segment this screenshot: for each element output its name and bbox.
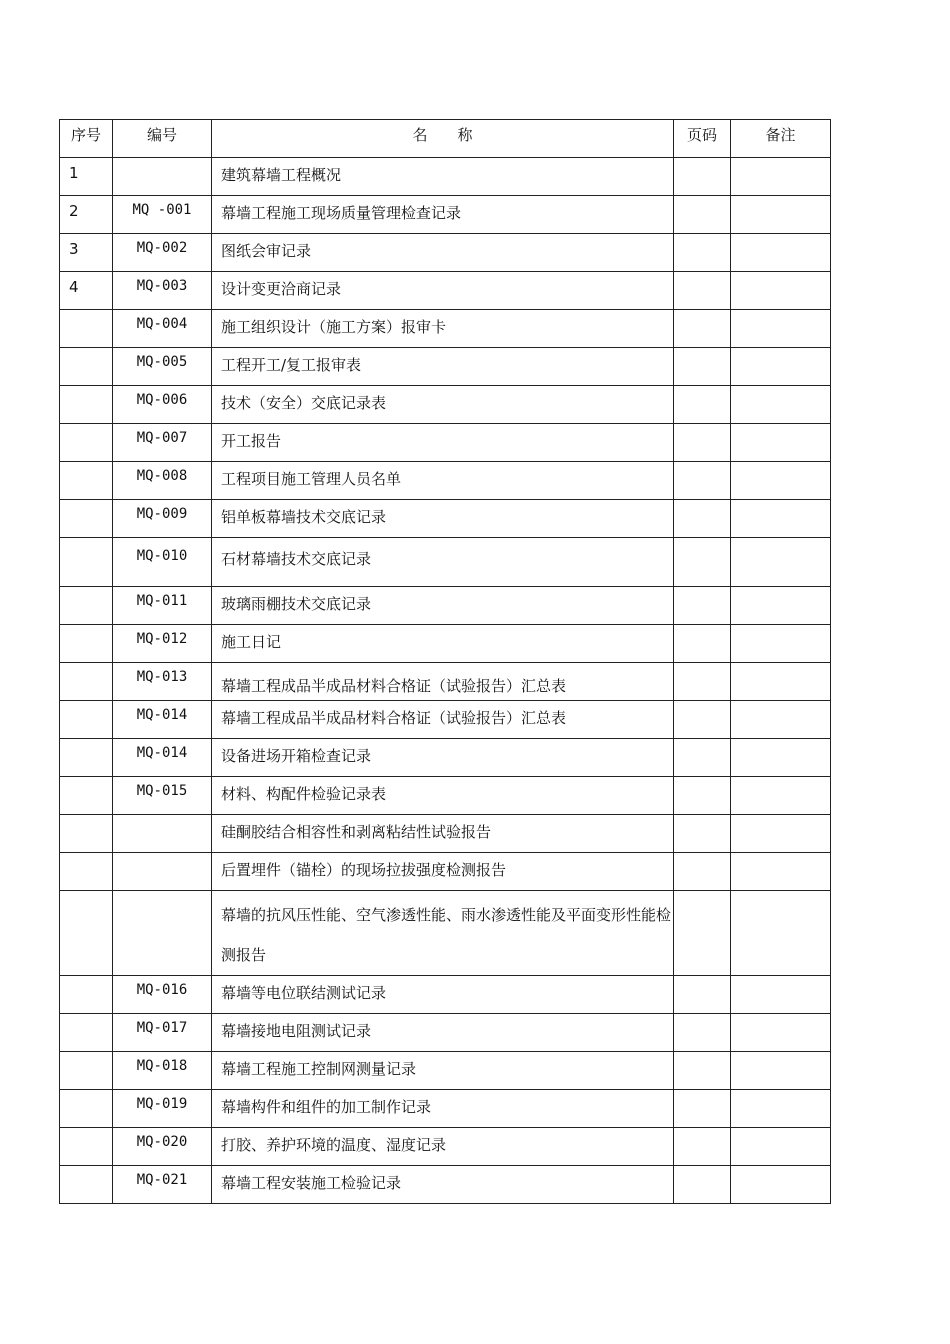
row-code bbox=[113, 158, 212, 196]
row-code: MQ-012 bbox=[113, 625, 212, 663]
row-name: 材料、构配件检验记录表 bbox=[212, 777, 674, 815]
row-code bbox=[113, 891, 212, 976]
row-seq bbox=[60, 1090, 113, 1128]
row-seq: 3 bbox=[60, 234, 113, 272]
row-name: 幕墙工程成品半成品材料合格证（试验报告）汇总表 bbox=[212, 701, 674, 739]
row-name: 建筑幕墙工程概况 bbox=[212, 158, 674, 196]
row-page bbox=[674, 272, 731, 310]
row-note bbox=[731, 1166, 831, 1204]
header-code: 编号 bbox=[113, 120, 212, 158]
row-code: MQ-008 bbox=[113, 462, 212, 500]
table-row bbox=[60, 701, 831, 739]
row-note bbox=[731, 1052, 831, 1090]
row-name: 施工日记 bbox=[212, 625, 674, 663]
row-code: MQ-020 bbox=[113, 1128, 212, 1166]
row-seq bbox=[60, 424, 113, 462]
row-seq: 2 bbox=[60, 196, 113, 234]
row-note bbox=[731, 853, 831, 891]
row-page bbox=[674, 663, 731, 701]
row-page bbox=[674, 158, 731, 196]
row-name: 石材幕墙技术交底记录 bbox=[212, 538, 674, 587]
table-row bbox=[60, 663, 831, 701]
row-note bbox=[731, 625, 831, 663]
row-page bbox=[674, 1128, 731, 1166]
row-page bbox=[674, 310, 731, 348]
row-seq bbox=[60, 1014, 113, 1052]
table-row bbox=[60, 1128, 831, 1166]
table-row bbox=[60, 158, 831, 196]
row-name: 幕墙等电位联结测试记录 bbox=[212, 976, 674, 1014]
row-code: MQ-014 bbox=[113, 739, 212, 777]
table-row bbox=[60, 777, 831, 815]
row-name: 后置埋件（锚栓）的现场拉拔强度检测报告 bbox=[212, 853, 674, 891]
table-row bbox=[60, 310, 831, 348]
row-code: MQ-014 bbox=[113, 701, 212, 739]
row-code: MQ-021 bbox=[113, 1166, 212, 1204]
table-row bbox=[60, 500, 831, 538]
row-note bbox=[731, 1128, 831, 1166]
header-seq: 序号 bbox=[60, 120, 113, 158]
row-page bbox=[674, 1166, 731, 1204]
row-seq bbox=[60, 663, 113, 701]
row-note bbox=[731, 234, 831, 272]
table-row bbox=[60, 1090, 831, 1128]
row-note bbox=[731, 386, 831, 424]
row-name: 硅酮胶结合相容性和剥离粘结性试验报告 bbox=[212, 815, 674, 853]
row-seq bbox=[60, 538, 113, 587]
row-code: MQ-004 bbox=[113, 310, 212, 348]
row-name: 工程开工/复工报审表 bbox=[212, 348, 674, 386]
row-note bbox=[731, 424, 831, 462]
row-code: MQ-005 bbox=[113, 348, 212, 386]
row-page bbox=[674, 462, 731, 500]
row-note bbox=[731, 158, 831, 196]
row-page bbox=[674, 234, 731, 272]
row-note bbox=[731, 1014, 831, 1052]
row-seq bbox=[60, 777, 113, 815]
row-note bbox=[731, 739, 831, 777]
row-page bbox=[674, 386, 731, 424]
row-seq bbox=[60, 500, 113, 538]
table-row bbox=[60, 815, 831, 853]
row-page bbox=[674, 853, 731, 891]
row-note bbox=[731, 538, 831, 587]
header-name: 名 称 bbox=[212, 120, 674, 158]
row-page bbox=[674, 701, 731, 739]
table-row bbox=[60, 462, 831, 500]
row-seq bbox=[60, 891, 113, 976]
row-code: MQ-015 bbox=[113, 777, 212, 815]
row-name: 开工报告 bbox=[212, 424, 674, 462]
row-code: MQ-003 bbox=[113, 272, 212, 310]
row-page bbox=[674, 1014, 731, 1052]
row-note bbox=[731, 500, 831, 538]
row-code bbox=[113, 815, 212, 853]
header-note: 备注 bbox=[731, 120, 831, 158]
table-row bbox=[60, 348, 831, 386]
table-header-row bbox=[60, 120, 831, 158]
row-seq bbox=[60, 739, 113, 777]
row-seq bbox=[60, 462, 113, 500]
row-code: MQ-017 bbox=[113, 1014, 212, 1052]
table-row bbox=[60, 196, 831, 234]
row-note bbox=[731, 196, 831, 234]
table-row bbox=[60, 1014, 831, 1052]
table-row bbox=[60, 1166, 831, 1204]
row-note bbox=[731, 348, 831, 386]
row-seq bbox=[60, 587, 113, 625]
table-row bbox=[60, 424, 831, 462]
row-seq bbox=[60, 815, 113, 853]
row-note bbox=[731, 891, 831, 976]
row-page bbox=[674, 424, 731, 462]
row-page bbox=[674, 891, 731, 976]
row-page bbox=[674, 500, 731, 538]
row-page bbox=[674, 815, 731, 853]
row-seq bbox=[60, 1128, 113, 1166]
row-seq bbox=[60, 853, 113, 891]
row-code: MQ-006 bbox=[113, 386, 212, 424]
row-note bbox=[731, 777, 831, 815]
row-page bbox=[674, 348, 731, 386]
table-row bbox=[60, 853, 831, 891]
row-name: 设计变更洽商记录 bbox=[212, 272, 674, 310]
row-seq bbox=[60, 976, 113, 1014]
row-note bbox=[731, 1090, 831, 1128]
header-page: 页码 bbox=[674, 120, 731, 158]
row-seq bbox=[60, 348, 113, 386]
row-note bbox=[731, 663, 831, 701]
row-code: MQ-007 bbox=[113, 424, 212, 462]
row-page bbox=[674, 538, 731, 587]
table-row bbox=[60, 272, 831, 310]
table-row bbox=[60, 739, 831, 777]
row-seq: 4 bbox=[60, 272, 113, 310]
row-page bbox=[674, 976, 731, 1014]
row-code: MQ-019 bbox=[113, 1090, 212, 1128]
table-row bbox=[60, 1052, 831, 1090]
row-code bbox=[113, 853, 212, 891]
row-name: 工程项目施工管理人员名单 bbox=[212, 462, 674, 500]
table-row bbox=[60, 625, 831, 663]
row-code: MQ-018 bbox=[113, 1052, 212, 1090]
row-note bbox=[731, 815, 831, 853]
row-seq bbox=[60, 1052, 113, 1090]
table-row bbox=[60, 587, 831, 625]
row-page bbox=[674, 196, 731, 234]
row-code: MQ-010 bbox=[113, 538, 212, 587]
table-row bbox=[60, 234, 831, 272]
row-name: 打胶、养护环境的温度、湿度记录 bbox=[212, 1128, 674, 1166]
row-name: 技术（安全）交底记录表 bbox=[212, 386, 674, 424]
table-row bbox=[60, 386, 831, 424]
catalog-table bbox=[59, 119, 831, 1204]
row-page bbox=[674, 777, 731, 815]
row-code: MQ-002 bbox=[113, 234, 212, 272]
row-note bbox=[731, 310, 831, 348]
row-code: MQ-013 bbox=[113, 663, 212, 701]
row-code: MQ-011 bbox=[113, 587, 212, 625]
row-seq: 1 bbox=[60, 158, 113, 196]
row-code: MQ -001 bbox=[113, 196, 212, 234]
row-page bbox=[674, 1090, 731, 1128]
row-name: 设备进场开箱检查记录 bbox=[212, 739, 674, 777]
row-name: 幕墙工程安装施工检验记录 bbox=[212, 1166, 674, 1204]
row-name: 幕墙工程施工现场质量管理检查记录 bbox=[212, 196, 674, 234]
row-name: 图纸会审记录 bbox=[212, 234, 674, 272]
row-note bbox=[731, 587, 831, 625]
row-seq bbox=[60, 701, 113, 739]
row-name: 幕墙工程成品半成品材料合格证（试验报告）汇总表 bbox=[212, 663, 674, 701]
row-note bbox=[731, 272, 831, 310]
row-name: 幕墙的抗风压性能、空气渗透性能、雨水渗透性能及平面变形性能检测报告 bbox=[212, 891, 674, 976]
table-row bbox=[60, 538, 831, 587]
table-row bbox=[60, 891, 831, 976]
row-note bbox=[731, 976, 831, 1014]
row-page bbox=[674, 1052, 731, 1090]
row-page bbox=[674, 739, 731, 777]
row-name: 铝单板幕墙技术交底记录 bbox=[212, 500, 674, 538]
row-note bbox=[731, 462, 831, 500]
row-seq bbox=[60, 625, 113, 663]
row-seq bbox=[60, 1166, 113, 1204]
row-page bbox=[674, 587, 731, 625]
row-code: MQ-016 bbox=[113, 976, 212, 1014]
row-seq bbox=[60, 310, 113, 348]
table-row bbox=[60, 976, 831, 1014]
row-name: 幕墙工程施工控制网测量记录 bbox=[212, 1052, 674, 1090]
row-name: 幕墙接地电阻测试记录 bbox=[212, 1014, 674, 1052]
row-page bbox=[674, 625, 731, 663]
row-name: 施工组织设计（施工方案）报审卡 bbox=[212, 310, 674, 348]
row-seq bbox=[60, 386, 113, 424]
row-name: 幕墙构件和组件的加工制作记录 bbox=[212, 1090, 674, 1128]
row-name: 玻璃雨棚技术交底记录 bbox=[212, 587, 674, 625]
row-code: MQ-009 bbox=[113, 500, 212, 538]
row-note bbox=[731, 701, 831, 739]
